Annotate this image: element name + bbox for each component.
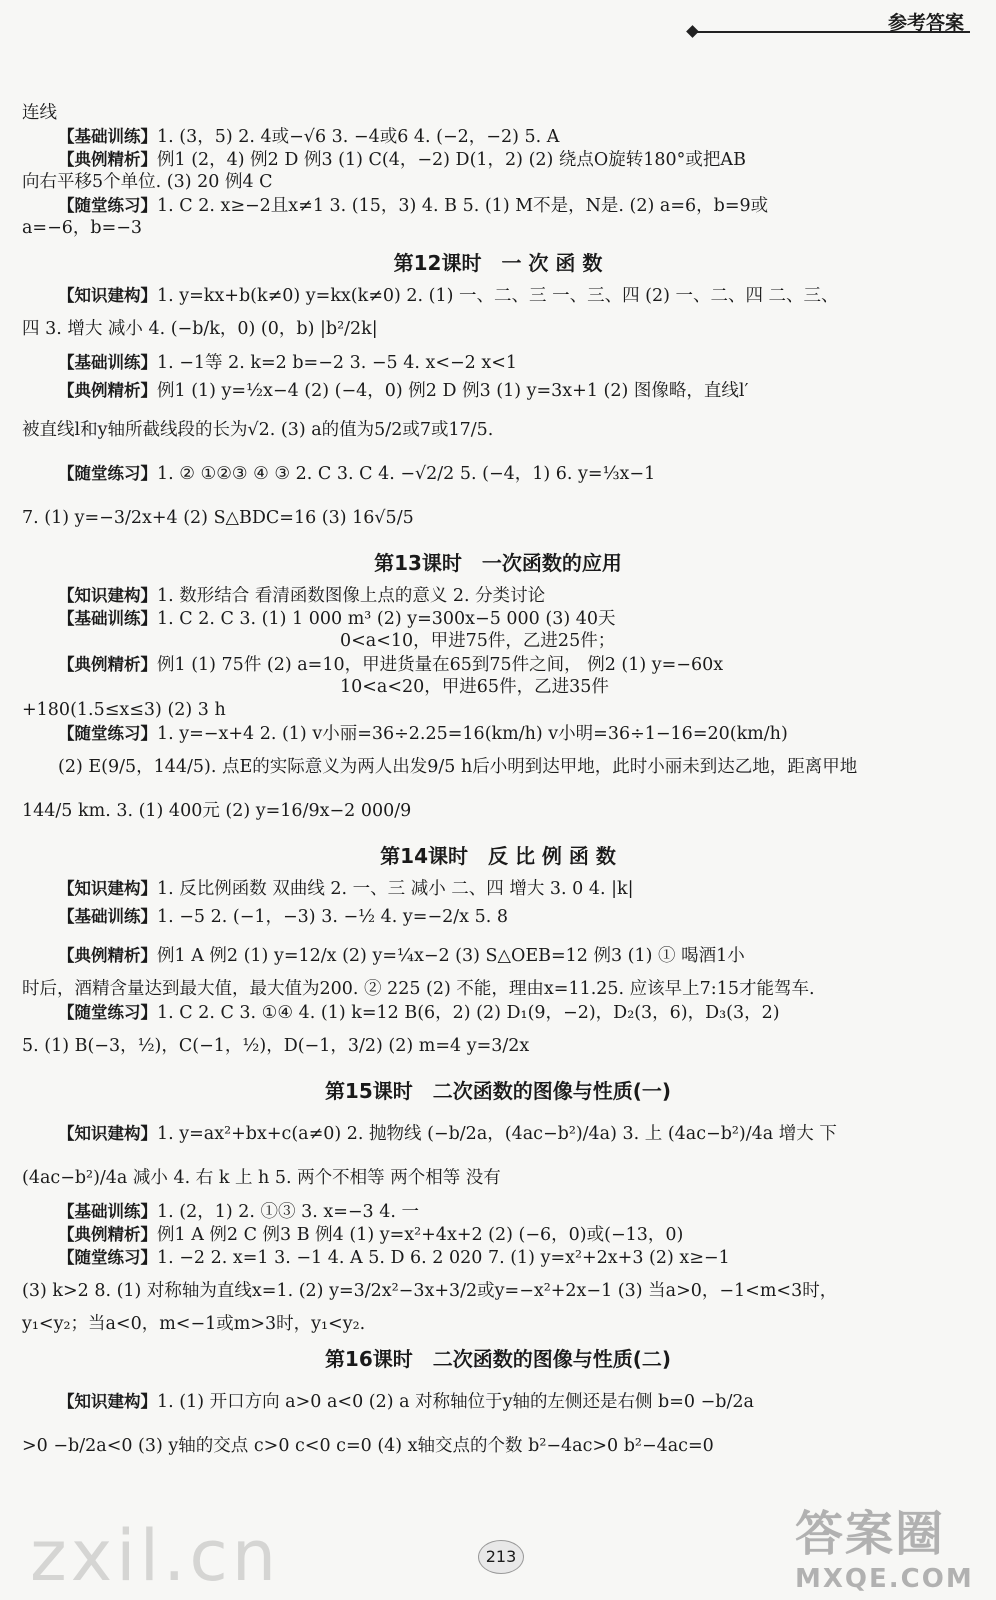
answer-text: 1. (1) 开口方向 a>0 a<0 (2) a 对称轴位于y轴的左侧还是右侧 b=0 −b/2a bbox=[157, 1392, 754, 1412]
answer-line bbox=[22, 745, 974, 789]
category-tag: 【典例精析】 bbox=[58, 150, 157, 169]
answer-text: >0 −b/2a<0 (3) y轴的交点 c>0 c<0 c=0 (4) x轴交点的个数 b²−4ac>0 b²−4ac=0 bbox=[22, 1436, 714, 1456]
answer-text: 1. 反比例函数 双曲线 2. 一、三 减小 二、四 增大 3. 0 4. |k| bbox=[157, 879, 634, 899]
answer-text: 0<a<10，甲进75件，乙进25件； bbox=[340, 631, 616, 651]
answer-text: 例1 (2，4) 例2 D 例3 (1) C(4，−2) D(1，2) (2) 绕点O旋转180°或把AB bbox=[157, 150, 746, 170]
category-tag: 【随堂练习】 bbox=[58, 464, 157, 483]
lesson-heading: 第16课时 二次函数的图像与性质(二) bbox=[324, 1347, 672, 1371]
answer-text: 1. ② ①②③ ④ ③ 2. C 3. C 4. −√2/2 5. (−4，1) 6. y=⅓x−1 bbox=[157, 464, 656, 484]
page-header bbox=[0, 0, 996, 46]
answer-line bbox=[22, 1156, 974, 1200]
answer-text: 1. C 2. C 3. ①④ 4. (1) k=12 B(6，2) (2) D₁(9，−2)，D₂(3，6)，D₃(3，2) bbox=[157, 1003, 780, 1023]
answer-line bbox=[22, 125, 974, 148]
category-tag: 【基础训练】 bbox=[58, 1202, 157, 1221]
answer-line bbox=[22, 934, 974, 978]
answer-text: (2) E(9/5，144/5). 点E的实际意义为两人出发9/5 h后小明到达甲地，此时小丽未到达乙地，距离甲地 bbox=[58, 757, 858, 777]
answer-text: 连线 bbox=[22, 103, 57, 123]
answer-line bbox=[22, 1001, 974, 1024]
answer-line bbox=[22, 1200, 974, 1223]
answer-text: 1. y=kx+b(k≠0) y=kx(k≠0) 2. (1) 一、二、三 一、三、四 (2) 一、二、四 二、三、 bbox=[157, 286, 839, 306]
answer-text: a=−6，b=−3 bbox=[22, 218, 143, 238]
answer-text: y₁<y₂；当a<0，m<−1或m>3时，y₁<y₂. bbox=[22, 1314, 366, 1334]
answer-text: 例1 (1) 75件 (2) a=10，甲进货量在65到75件之间， 例2 (1) y=−60x bbox=[157, 655, 724, 675]
answer-text: 1. (3，5) 2. 4或−√6 3. −4或6 4. (−2，−2) 5. A bbox=[157, 127, 560, 147]
answer-text: 5. (1) B(−3，½)，C(−1，½)，D(−1，3/2) (2) m=4 y=3/2x bbox=[22, 1036, 530, 1056]
answer-line bbox=[22, 374, 974, 408]
category-tag: 【随堂练习】 bbox=[58, 1248, 157, 1267]
answer-line bbox=[22, 148, 974, 171]
answer-line bbox=[22, 1024, 974, 1068]
category-tag: 【知识建构】 bbox=[58, 586, 157, 605]
answer-line bbox=[22, 1380, 974, 1424]
answer-text: 10<a<20，甲进65件，乙进35件 bbox=[340, 677, 609, 697]
answer-line bbox=[22, 284, 974, 307]
category-tag: 【知识建构】 bbox=[58, 286, 157, 305]
answer-line bbox=[22, 1424, 974, 1468]
answer-line bbox=[22, 978, 974, 1001]
answer-line bbox=[22, 1313, 974, 1336]
answer-line bbox=[22, 217, 974, 240]
watermark-logo-url: MXQE.COM bbox=[795, 1564, 974, 1594]
answer-text: 向右平移5个单位. (3) 20 例4 C bbox=[22, 172, 273, 192]
answer-line bbox=[22, 496, 974, 540]
category-tag: 【知识建构】 bbox=[58, 879, 157, 898]
lesson-heading: 第14课时 反 比 例 函 数 bbox=[380, 844, 616, 868]
lesson-heading: 第13课时 一次函数的应用 bbox=[374, 551, 622, 575]
answer-line bbox=[22, 630, 974, 653]
category-tag: 【基础训练】 bbox=[58, 609, 157, 628]
answer-text: 1. −5 2. (−1，−3) 3. −½ 4. y=−2/x 5. 8 bbox=[157, 907, 508, 927]
answer-line bbox=[22, 607, 974, 630]
answer-line bbox=[22, 722, 974, 745]
answer-line bbox=[22, 676, 974, 699]
category-tag: 【典例精析】 bbox=[58, 655, 157, 674]
answer-content bbox=[22, 102, 974, 1468]
category-tag: 【典例精析】 bbox=[58, 381, 157, 400]
answer-text: 例1 (1) y=½x−4 (2) (−4，0) 例2 D 例3 (1) y=3x+1 (2) 图像略，直线l′ bbox=[157, 381, 749, 401]
watermark-text: zxil.cn bbox=[30, 1515, 281, 1597]
answer-line bbox=[22, 351, 974, 374]
category-tag: 【基础训练】 bbox=[58, 907, 157, 926]
answer-line bbox=[22, 1112, 974, 1156]
answer-line bbox=[22, 653, 974, 676]
category-tag: 【典例精析】 bbox=[58, 1225, 157, 1244]
answer-text: 144/5 km. 3. (1) 400元 (2) y=16/9x−2 000/9 bbox=[22, 801, 412, 821]
category-tag: 【知识建构】 bbox=[58, 1392, 157, 1411]
answer-line bbox=[22, 877, 974, 900]
answer-line bbox=[22, 452, 974, 496]
answer-line bbox=[22, 699, 974, 722]
answer-text: 时后，酒精含量达到最大值，最大值为200. ② 225 (2) 不能，理由x=11.25. 应该早上7:15才能驾车. bbox=[22, 979, 815, 999]
answer-text: 1. C 2. x≥−2且x≠1 3. (15，3) 4. B 5. (1) M不是，N是. (2) a=6，b=9或 bbox=[157, 196, 769, 216]
answer-line bbox=[22, 789, 974, 833]
answer-text: 1. C 2. C 3. (1) 1 000 m³ (2) y=300x−5 000 (3) 40天 bbox=[157, 609, 616, 629]
answer-text: 1. −1等 2. k=2 b=−2 3. −5 4. x<−2 x<1 bbox=[157, 353, 518, 373]
lesson-heading: 第15课时 二次函数的图像与性质(一) bbox=[324, 1079, 672, 1103]
category-tag: 【随堂练习】 bbox=[58, 724, 157, 743]
category-tag: 【典例精析】 bbox=[58, 946, 157, 965]
answer-text: 例1 A 例2 (1) y=12/x (2) y=¼x−2 (3) S△OEB=12 例3 (1) ① 喝酒1小 bbox=[157, 946, 745, 966]
category-tag: 【随堂练习】 bbox=[58, 196, 157, 215]
answer-line bbox=[22, 900, 974, 934]
lesson-heading: 第12课时 一 次 函 数 bbox=[393, 251, 603, 275]
answer-line bbox=[22, 1269, 974, 1313]
answer-text: 四 3. 增大 减小 4. (−b/k，0) (0，b) |b²/2k| bbox=[22, 319, 378, 339]
answer-text: +180(1.5≤x≤3) (2) 3 h bbox=[22, 700, 226, 720]
category-tag: 【基础训练】 bbox=[58, 353, 157, 372]
answer-text: (3) k>2 8. (1) 对称轴为直线x=1. (2) y=3/2x²−3x+3/2或y=−x²+2x−1 (3) 当a>0，−1<m<3时， bbox=[22, 1281, 838, 1301]
answer-text: 1. y=ax²+bx+c(a≠0) 2. 抛物线 (−b/2a，(4ac−b²)/4a) 3. 上 (4ac−b²)/4a 增大 下 bbox=[157, 1124, 837, 1144]
answer-text: 1. (2，1) 2. ①③ 3. x=−3 4. 一 bbox=[157, 1202, 419, 1222]
header-title: 参考答案 bbox=[887, 12, 964, 34]
answer-line bbox=[22, 194, 974, 217]
watermark-logo bbox=[795, 1495, 975, 1595]
watermark-logo-title: 答案圈 bbox=[795, 1506, 946, 1562]
answer-text: 7. (1) y=−3/2x+4 (2) S△BDC=16 (3) 16√5/5 bbox=[22, 508, 414, 528]
answer-text: (4ac−b²)/4a 减小 4. 右 k 上 h 5. 两个不相等 两个相等 没有 bbox=[22, 1168, 501, 1188]
answer-text: 1. y=−x+4 2. (1) v小丽=36÷2.25=16(km/h) v小明=36÷1−16=20(km/h) bbox=[157, 724, 788, 744]
category-tag: 【知识建构】 bbox=[58, 1124, 157, 1143]
answer-text: 例1 A 例2 C 例3 B 例4 (1) y=x²+4x+2 (2) (−6，0)或(−13，0) bbox=[157, 1225, 684, 1245]
answer-line bbox=[22, 1223, 974, 1246]
answer-text: 1. 数形结合 看清函数图像上点的意义 2. 分类讨论 bbox=[157, 586, 546, 606]
answer-line bbox=[22, 408, 974, 452]
page-number: 213 bbox=[478, 1540, 524, 1574]
answer-line bbox=[22, 171, 974, 194]
answer-text: 1. −2 2. x=1 3. −1 4. A 5. D 6. 2 020 7. (1) y=x²+2x+3 (2) x≥−1 bbox=[157, 1248, 730, 1268]
category-tag: 【基础训练】 bbox=[58, 127, 157, 146]
category-tag: 【随堂练习】 bbox=[58, 1003, 157, 1022]
answer-line bbox=[22, 1246, 974, 1269]
answer-line bbox=[22, 307, 974, 351]
answer-text: 被直线l和y轴所截线段的长为√2. (3) a的值为5/2或7或17/5. bbox=[22, 420, 494, 440]
answer-line bbox=[22, 102, 974, 125]
answer-line bbox=[22, 584, 974, 607]
